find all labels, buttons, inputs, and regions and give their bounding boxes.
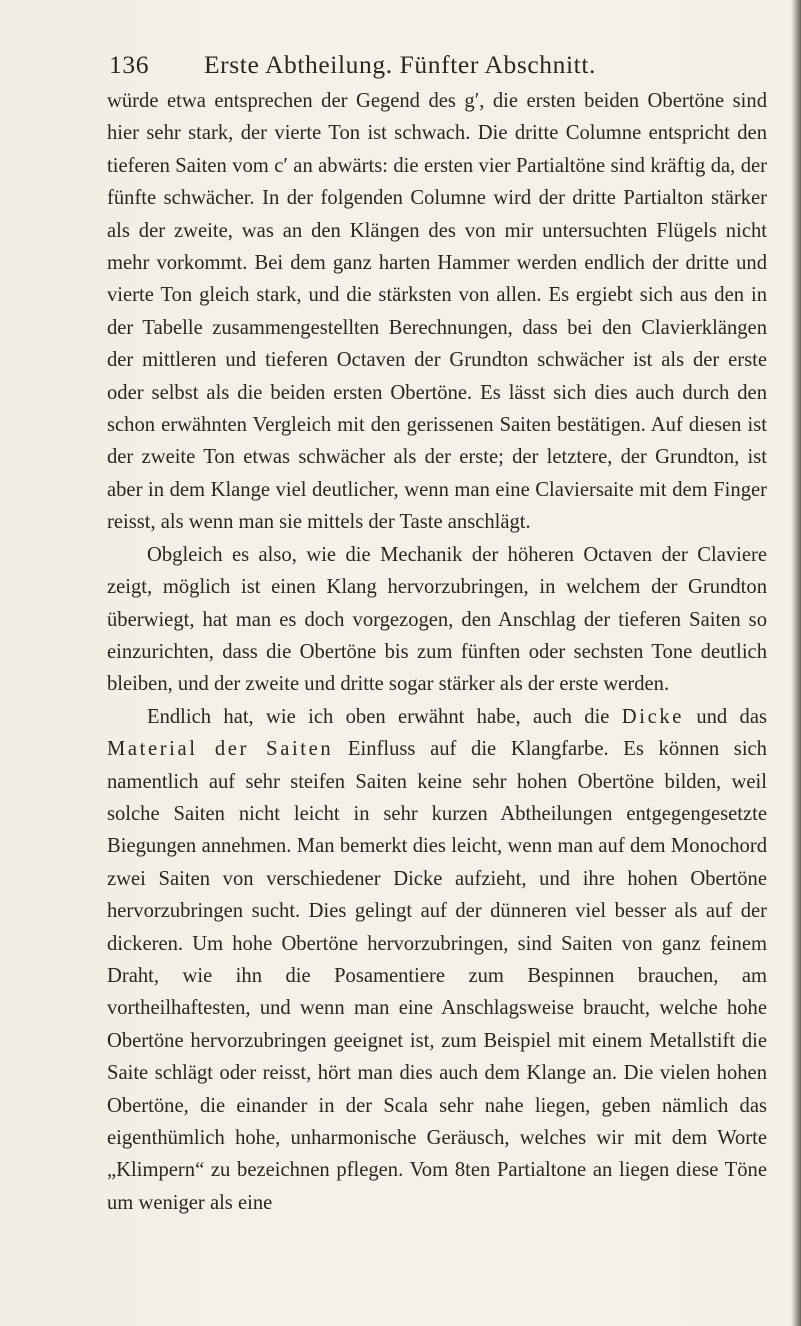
paragraph-1: würde etwa entsprechen der Gegend des g′, die ersten beiden Obertöne sind hier sehr stark, der vierte Ton ist schwach. Die dritte Columne entspricht den tieferen Saiten vom c′ an abwärts: die ersten vier Partialtöne sind kräftig da, der fünfte schwächer. In der folgenden Columne wird der dritte Partialton stärker als der zweite, was an den Klängen des von mir untersuchten Flügels nicht mehr vorkommt. Bei dem ganz harten Hammer werden endlich der dritte und vierte Ton gleich stark, und die stärksten von allen. Es ergiebt sich aus den in der Tabelle zusammengestellten Berechnungen, dass bei den Clavierklängen der mittleren und tieferen Octaven der Grundton schwächer ist als der erste oder selbst als die beiden ersten Obertöne. Es lässt sich dies auch durch den schon erwähnten Vergleich mit den gerissenen Saiten bestätigen. Auf diesen ist der zweite Ton etwas schwächer als der erste; der letztere, der Grundton, ist aber in dem Klange viel deutlicher, wenn man eine Claviersaite mit dem Finger reisst, als wenn man sie mittels der Taste anschlägt. xyxy=(107,90,767,534)
emphasis-dicke: Dicke xyxy=(621,705,684,728)
paragraph-2: Obgleich es also, wie die Mechanik der höheren Octaven der Claviere zeigt, möglich ist einen Klang hervorzubringen, in welchem der Grundton überwiegt, hat man es doch vorgezogen, den Anschlag der tieferen Saiten so einzurichten, dass die Obertöne bis zum fünften oder sechsten Tone deutlich bleiben, und der zweite und dritte sogar stärker als der erste werden. xyxy=(107,543,767,696)
body-text xyxy=(107,85,767,1219)
page-header xyxy=(109,50,759,86)
paragraph-3-text-before: Endlich hat, wie ich oben erwähnt habe, auch die xyxy=(147,705,622,728)
paragraph-3-text-after: Einfluss auf die Klangfarbe. Es können sich namentlich auf sehr steifen Saiten keine sehr hohen Obertöne bilden, weil solche Saiten nicht leicht in sehr kurzen Abtheilungen entgegengesetzte Biegungen annehmen. Man bemerkt dies leicht, wenn man auf dem Monochord zwei Saiten von verschiedener Dicke aufzieht, und ihre hohen Obertöne hervorzubringen sucht. Dies gelingt auf der dünneren viel besser als auf der dickeren. Um hohe Obertöne hervorzubringen, sind Saiten von ganz feinem Draht, wie ihn die Posamentiere zum Bespinnen brauchen, am vortheilhaftesten, und wenn man eine Anschlagsweise braucht, welche hohe Obertöne hervorzubringen geeignet ist, zum Beispiel mit einem Metallstift die Saite schlägt oder reisst, hört man dies auch dem Klange an. Die vielen hohen Obertöne, die einander in der Scala sehr nahe liegen, geben nämlich das eigenthümlich hohe, unharmonische Geräusch, welches wir mit dem Worte „Klimpern“ zu bezeichnen pflegen. Vom 8ten Partialtone an liegen diese Töne um weniger als eine xyxy=(107,738,767,1214)
running-head: Erste Abtheilung. Fünfter Abschnitt. xyxy=(204,50,597,79)
page-number: 136 xyxy=(109,50,150,79)
paragraph-3-text-middle: und das xyxy=(683,705,768,728)
paragraph-3 xyxy=(107,701,767,1220)
emphasis-material: Material der Saiten xyxy=(107,738,334,761)
page-binding-edge xyxy=(791,0,801,1326)
